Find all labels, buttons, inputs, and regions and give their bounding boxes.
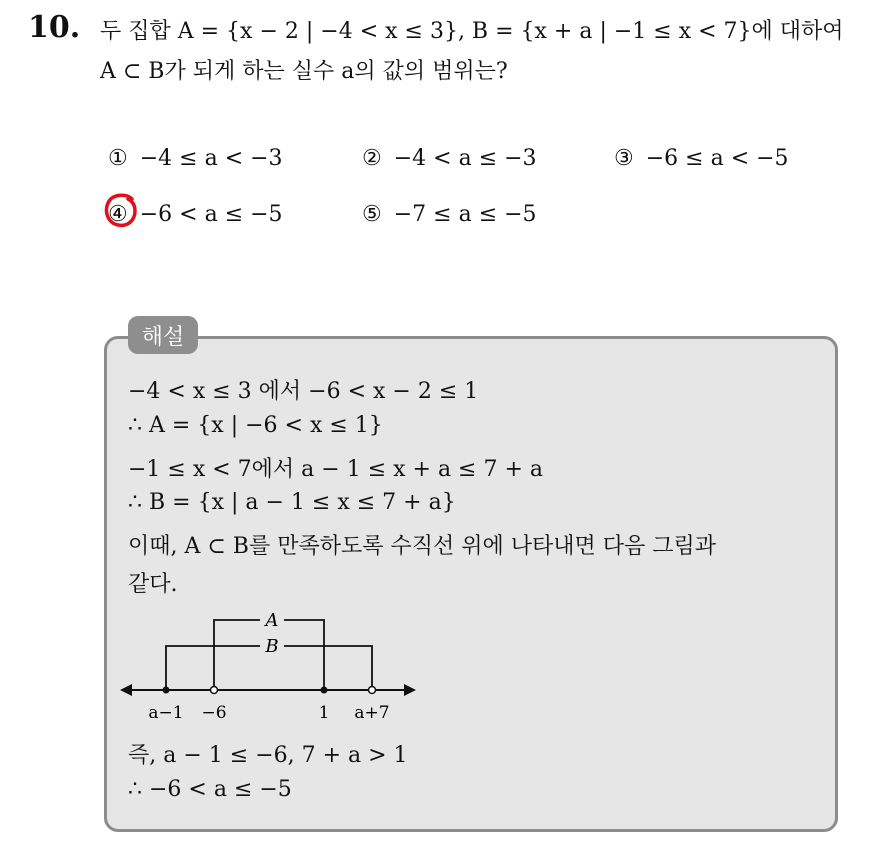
choice-number: ①	[108, 146, 128, 171]
question-number: 10.	[28, 10, 81, 45]
choice-3[interactable]	[614, 146, 789, 171]
question-text-line1: 두 집합 A = {x − 2 | −4 < x ≤ 3}, B = {x + a | −1 ≤ x < 7}에 대하여	[100, 19, 844, 44]
question-text-line2: A ⊂ B가 되게 하는 실수 a의 값의 범위는?	[100, 59, 508, 84]
point-a-plus-7	[369, 687, 376, 694]
point-1	[321, 687, 328, 694]
choice-text: −4 < a ≤ −3	[393, 146, 537, 171]
solution-line: −1 ≤ x < 7에서 a − 1 ≤ x + a ≤ 7 + a	[128, 457, 544, 482]
set-b-bracket-left	[166, 646, 260, 690]
choice-number: ②	[362, 146, 382, 171]
solution-line: −4 < x ≤ 3 에서 −6 < x − 2 ≤ 1	[128, 379, 479, 404]
choice-2[interactable]	[362, 146, 537, 171]
choice-5[interactable]	[362, 202, 537, 227]
choice-number: ④	[108, 202, 128, 227]
tick-label: −6	[201, 703, 227, 723]
solution-line: ∴ −6 < a ≤ −5	[128, 777, 292, 802]
solution-line: 즉, a − 1 ≤ −6, 7 + a > 1	[128, 743, 408, 768]
number-line-diagram	[120, 604, 420, 726]
solution-line: 이때, A ⊂ B를 만족하도록 수직선 위에 나타내면 다음 그림과	[128, 534, 716, 559]
choice-number: ⑤	[362, 202, 382, 227]
choice-text: −4 ≤ a < −3	[139, 146, 283, 171]
set-b-bracket-right	[284, 646, 372, 690]
axis-right-arrow	[404, 684, 416, 696]
point-minus-6	[211, 687, 218, 694]
solution-line: ∴ B = {x | a − 1 ≤ x ≤ 7 + a}	[128, 490, 456, 515]
set-a-bracket-right	[284, 620, 324, 690]
answer-mark-circle	[102, 190, 142, 230]
choice-text: −6 < a ≤ −5	[139, 202, 283, 227]
tick-label: a+7	[354, 703, 390, 723]
solution-tag: 해설	[128, 316, 198, 354]
tick-label: a−1	[148, 703, 184, 723]
choice-text: −6 ≤ a < −5	[645, 146, 789, 171]
point-a-minus-1	[163, 687, 170, 694]
axis-left-arrow	[120, 684, 132, 696]
choice-1[interactable]	[108, 146, 283, 171]
set-a-bracket-left	[214, 620, 260, 690]
set-a-label: A	[265, 610, 279, 631]
solution-line: 같다.	[128, 572, 178, 597]
choice-text: −7 ≤ a ≤ −5	[393, 202, 537, 227]
set-b-label: B	[265, 636, 279, 657]
solution-line: ∴ A = {x | −6 < x ≤ 1}	[128, 413, 383, 438]
tick-label: 1	[318, 703, 330, 723]
choice-number: ③	[614, 146, 634, 171]
